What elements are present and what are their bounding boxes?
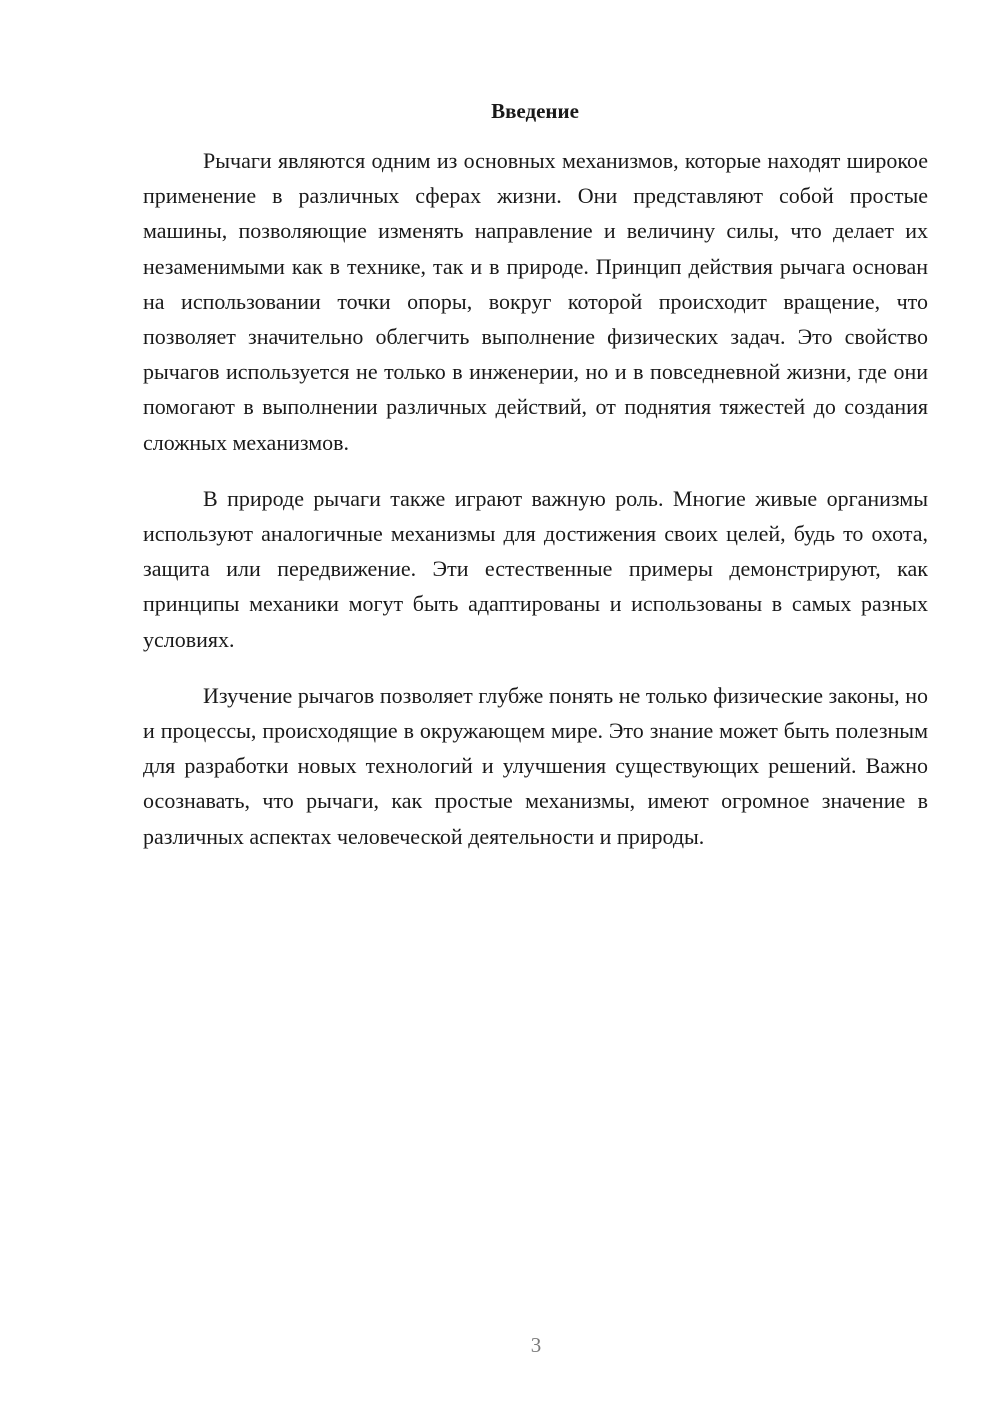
paragraph-3: Изучение рычагов позволяет глубже понять не только физические законы, но и процессы, происходящие в окружающем мире. Это знание может быть полезным для разработки новых технологий и улучшения существующих решений. Важно осознавать, что рычаги, как простые механизмы, имеют огромное значение в различных аспектах человеческой деятельности и природы.: [143, 682, 928, 849]
paragraph-2: В природе рычаги также играют важную роль. Многие живые организмы используют аналогичные механизмы для достижения своих целей, будь то охота, защита или передвижение. Эти естественные примеры демонстрируют, как принципы механики могут быть адаптированы и использованы в самых разных условиях.: [143, 485, 928, 652]
paragraph-1: Рычаги являются одним из основных механизмов, которые находят широкое применение в различных сферах жизни. Они представляют собой простые машины, позволяющие изменять направление и величину силы, что делает их незаменимыми как в технике, так и в природе. Принцип действия рычага основан на использовании точки опоры, вокруг которой происходит вращение, что позволяет значительно облегчить выполнение физических задач. Это свойство рычагов используется не только в инженерии, но и в повседневной жизни, где они помогают в выполнении различных действий, от поднятия тяжестей до создания сложных механизмов.: [143, 148, 928, 455]
page-number: 3: [530, 1333, 542, 1357]
section-title: Введение: [491, 99, 579, 123]
body-text: [143, 143, 928, 875]
